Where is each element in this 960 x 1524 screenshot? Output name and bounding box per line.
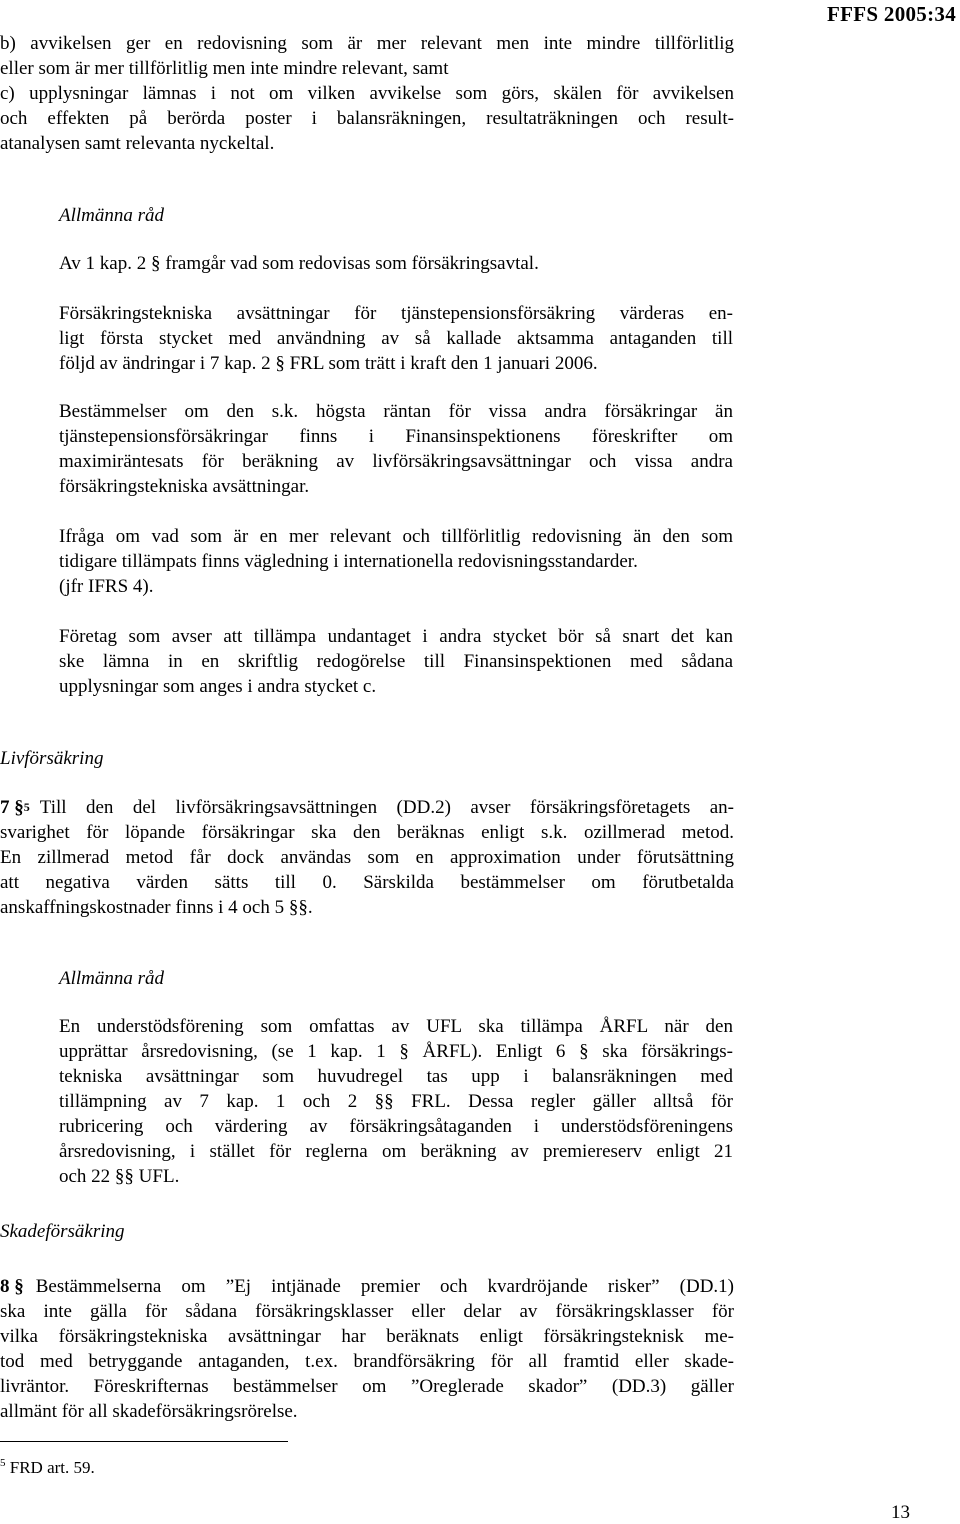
text-line: rubricering och värdering av försäkringsåtaganden i understödsföreningens bbox=[59, 1116, 733, 1137]
text-line bbox=[0, 795, 734, 820]
text-line: (jfr IFRS 4). bbox=[59, 576, 154, 597]
footnote-divider bbox=[0, 1441, 288, 1442]
text-line: tillämpning av 7 kap. 1 och 2 §§ FRL. Dessa regler gäller alltså för bbox=[59, 1091, 733, 1112]
footnote bbox=[0, 1452, 95, 1479]
text-line: tidigare tillämpats finns vägledning i internationella redovisningsstandarder. bbox=[59, 551, 638, 572]
text-line: Bestämmelser om den s.k. högsta räntan för vissa andra försäkringar än bbox=[59, 401, 733, 422]
advice-heading: Allmänna råd bbox=[59, 968, 165, 989]
advice-heading: Allmänna råd bbox=[59, 205, 165, 226]
advice-paragraph: Av 1 kap. 2 § framgår vad som redovisas som försäkringsavtal. bbox=[59, 253, 539, 274]
text-line: En zillmerad metod får dock användas som en approximation under förutsättning bbox=[0, 847, 734, 868]
text-line: och 22 §§ UFL. bbox=[59, 1166, 180, 1187]
text-line bbox=[0, 1274, 734, 1299]
text-line: att negativa värden sätts till 0. Särskilda bestämmelser om förutbetalda bbox=[0, 872, 734, 893]
text-line: årsredovisning, i stället för reglerna om beräkning av premiereserv enligt 21 bbox=[59, 1141, 733, 1162]
text-line: tekniska avsättningar som huvudregel tas upp i balansräkningen med bbox=[59, 1066, 733, 1087]
document-id: FFFS 2005:34 bbox=[826, 2, 956, 26]
text-line: upprättar årsredovisning, (se 1 kap. 1 § ÅRFL). Enligt 6 § ska försäkrings- bbox=[59, 1041, 733, 1062]
text-line: En understödsförening som omfattas av UFL ska tillämpa ÅRFL när den bbox=[59, 1016, 733, 1037]
text-line: b) avvikelsen ger en redovisning som är mer relevant men inte mindre tillförlitlig bbox=[0, 33, 734, 54]
text-line: svarighet för löpande försäkringar ska den beräknas enligt s.k. ozillmerad metod. bbox=[0, 822, 734, 843]
paragraph-number: 7 § bbox=[0, 797, 24, 818]
text-line: livräntor. Föreskrifternas bestämmelser om ”Oreglerade skador” (DD.3) gäller bbox=[0, 1376, 734, 1397]
text-line: atanalysen samt relevanta nyckeltal. bbox=[0, 133, 275, 154]
text-line-body: Till den del livförsäkringsavsättningen (DD.2) avser försäkringsföretagets an- bbox=[39, 797, 734, 818]
text-line: c) upplysningar lämnas i not om vilken avvikelse som görs, skälen för avvikelsen bbox=[0, 83, 734, 104]
footnote-reference: 5 bbox=[23, 800, 30, 814]
text-line: maximiräntesats för beräkning av livförsäkringsavsättningar och vissa andra bbox=[59, 451, 733, 472]
text-line: eller som är mer tillförlitlig men inte mindre relevant, samt bbox=[0, 58, 449, 79]
text-line: Ifråga om vad som är en mer relevant och tillförlitlig redovisning än den som bbox=[59, 526, 733, 547]
section-heading: Livförsäkring bbox=[0, 748, 104, 769]
text-line: försäkringstekniska avsättningar. bbox=[59, 476, 310, 497]
text-line: Försäkringstekniska avsättningar för tjänstepensionsförsäkring värderas en- bbox=[59, 303, 733, 324]
footnote-number: 5 bbox=[0, 1457, 6, 1469]
text-line: tod med betryggande antaganden, t.ex. brandförsäkring för all framtid eller skade- bbox=[0, 1351, 734, 1372]
text-line: följd av ändringar i 7 kap. 2 § FRL som trätt i kraft den 1 januari 2006. bbox=[59, 353, 598, 374]
text-line: ligt första stycket med användning av så kallade aktsamma antaganden till bbox=[59, 328, 733, 349]
text-line: ska inte gälla för sådana försäkringsklasser eller delar av försäkringsklasser för bbox=[0, 1301, 734, 1322]
text-line-body: Bestämmelserna om ”Ej intjänade premier och kvardröjande risker” (DD.1) bbox=[35, 1276, 734, 1297]
paragraph-number: 8 § bbox=[0, 1276, 24, 1297]
section-heading: Skadeförsäkring bbox=[0, 1221, 125, 1242]
text-line: vilka försäkringstekniska avsättningar har beräknats enligt försäkringsteknisk me- bbox=[0, 1326, 734, 1347]
text-line: allmänt för all skadeförsäkringsrörelse. bbox=[0, 1401, 298, 1422]
text-line: ske lämna in en skriftlig redogörelse till Finansinspektionen med sådana bbox=[59, 651, 733, 672]
text-line: och effekten på berörda poster i balansräkningen, resultaträkningen och result- bbox=[0, 108, 734, 129]
page-number: 13 bbox=[891, 1502, 910, 1523]
text-line: anskaffningskostnader finns i 4 och 5 §§. bbox=[0, 897, 313, 918]
text-line: upplysningar som anges i andra stycket c. bbox=[59, 676, 377, 697]
text-line: Företag som avser att tillämpa undantaget i andra stycket bör så snart det kan bbox=[59, 626, 733, 647]
footnote-text: FRD art. 59. bbox=[9, 1458, 95, 1477]
text-line: tjänstepensionsförsäkringar finns i Finansinspektionens föreskrifter om bbox=[59, 426, 733, 447]
